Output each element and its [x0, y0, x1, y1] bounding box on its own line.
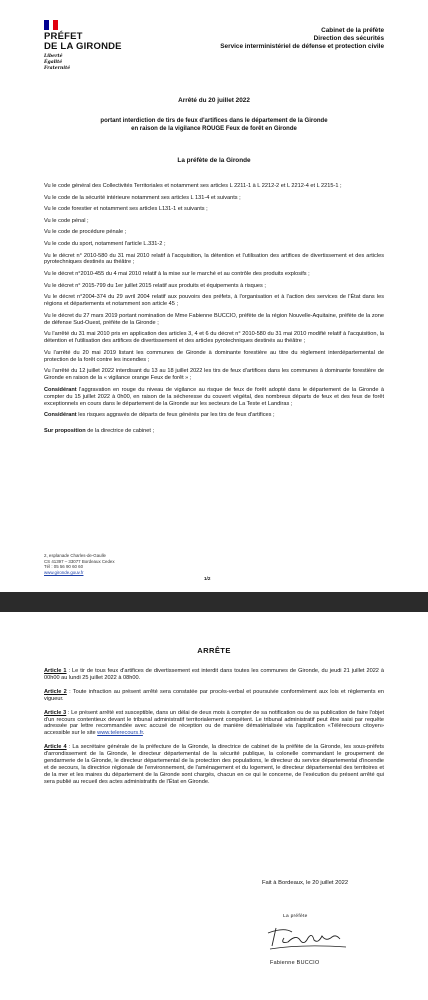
visa-paragraph: Vu le décret n°2004-374 du 29 avril 2004 relatif aux pouvoirs des préfets, à l'organisation et à l'action des services de l'État dans les régions et départements et notamment son article 45 ; — [44, 294, 384, 308]
issuing-office — [220, 27, 384, 51]
preamble — [44, 183, 384, 440]
footer-website-link[interactable]: www.gironde.gouv.fr — [44, 569, 84, 575]
motto-egalite: Égalité — [44, 60, 63, 65]
republic-motto — [44, 54, 70, 72]
arrete-date: Arrêté du 20 juillet 2022 — [178, 97, 250, 104]
visa-paragraph: Vu le code général des Collectivités Territoriales et notamment ses articles L 2211-1 à L 2212-2 et L 2212-4 et L 2215-1 ; — [44, 183, 342, 189]
prefecture-logo-title — [44, 32, 122, 52]
article-paragraph — [44, 668, 384, 682]
office-line-2: Direction des sécurités — [313, 35, 384, 42]
logo-title-line1: PRÉFET — [44, 31, 83, 42]
page-number: 1/2 — [204, 576, 211, 581]
visa-paragraph: Vu le code pénal ; — [44, 217, 89, 224]
article-label: Article 1 — [44, 668, 67, 674]
considerant-lead: Considérant — [44, 386, 77, 393]
subject-line-1: portant interdiction de tirs de feux d'artifices dans le département de la Gironde — [100, 118, 328, 124]
signatory-role: La préfète — [283, 914, 308, 919]
visa-paragraph: Vu le code de la sécurité intérieure notamment ses articles L 131-4 et suivants ; — [44, 194, 241, 201]
article-paragraph — [44, 744, 384, 785]
visa-paragraph: Vu le décret n° 2010-580 du 31 mai 2010 relatif à l'acquisition, la détention et l'utilisation des artifices de divertissement et des articles pyrotechniques destinés au théâtre ; — [44, 252, 384, 266]
arrete-subject — [40, 118, 388, 133]
footer-address-2: CS 41397 – 33077 Bordeaux Cedex — [44, 558, 115, 564]
proposition-paragraph — [44, 428, 384, 435]
article-label: Article 2 — [44, 688, 67, 695]
article-label: Article 4 — [44, 744, 67, 751]
document-page-2 — [0, 612, 428, 1000]
signatory-name: Fabienne BUCCIO — [270, 960, 320, 966]
article-text: : Le tir de tous feux d'artifices de divertissement est interdit dans toutes les communes de Gironde, du jeudi 21 juillet 2022 à 00h00 au lundi 25 juillet 2022 à 08h00. — [44, 668, 385, 681]
visa-paragraph: Vu le code de procédure pénale ; — [44, 229, 127, 236]
considerant-paragraph — [44, 412, 384, 419]
article-paragraph — [44, 710, 384, 738]
arrete-heading: ARRÊTE — [197, 646, 231, 655]
page-footer — [44, 553, 115, 575]
article-text-end: . — [142, 730, 145, 737]
footer-address-1: 2, esplanade Charles-de-Gaulle — [44, 553, 106, 558]
article-text: : La secrétaire générale de la préfecture de la Gironde, la directrice de cabinet de la préfète de la Gironde, les sous-préfets d'arrondissement de la Gironde, le directeur départemental de la sécurité publique, la colonelle commandant le groupement de gendarmerie de la Gironde, le directeur départemental de la protection des populations, le directeur du service départemental d'incendie et de secours, la directrice régionale de l'environnement, de l'aménagement et du logement, le directeur départemental des territoires et de la mer et les maires du département de la Gironde sont chargés, chacun en ce qui le concerne, de l'exécution du présent arrêté qui sera publié au recueil des actes administratifs de l'État en Gironde. — [44, 744, 384, 785]
office-line-1: Cabinet de la préfète — [321, 27, 384, 34]
motto-fraternite: Fraternité — [44, 66, 71, 71]
visa-paragraph: Vu le code du sport, notamment l'article L.331-2 ; — [44, 240, 166, 247]
considerant-lead: Considérant — [44, 412, 77, 419]
visa-paragraph: Vu le décret n° 2015-799 du 1er juillet 2015 relatif aux produits et équipements à risques ; — [44, 282, 266, 289]
article-label: Article 3 — [44, 709, 67, 716]
visa-paragraph: Vu le décret du 27 mars 2019 portant nomination de Mme Fabienne BUCCIO, préfète de la région Nouvelle-Aquitaine, préfète de la zone de défense Sud-Ouest, préfète de la Gironde ; — [44, 312, 384, 326]
considerant-paragraph — [44, 387, 384, 408]
proposition-lead: Sur proposition — [44, 428, 86, 435]
motto-liberte: Liberté — [44, 54, 63, 59]
article-paragraph — [44, 689, 384, 703]
office-line-3: Service interministériel de défense et protection civile — [220, 43, 384, 50]
subject-line-2: en raison de la vigilance ROUGE Feux de forêt en Gironde — [131, 125, 297, 132]
authority-heading: La préfète de la Gironde — [177, 157, 251, 164]
considerant-text: l'aggravation en rouge du niveau de vigilance au risque de feux de forêt adopté dans le département de la Gironde à compter du 15 juillet 2022 à 0h00, en raison de la sécheresse du couvert végétal, des nombreux départs de feux et des feux de forêt exceptionnels en cours dans le département de la Gironde sur les secteurs de La Teste et Landiras ; — [44, 386, 384, 407]
logo-title-line2: DE LA GIRONDE — [44, 41, 122, 52]
article-text: : Le présent arrêté est susceptible, dans un délai de deux mois à compter de sa notification ou de sa publication de faire l'objet d'un recours contentieux devant le tribunal administratif territorialement compétent. Le tribunal administratif peut être saisi par requête adressée par lettre recommandée avec accusé de réception ou de manière dématérialisée via l'application «Télérecours citoyen» accessible sur le site — [44, 709, 384, 737]
footer-phone: Tél : 05 56 90 60 60 — [44, 564, 84, 570]
visa-paragraph: Vu l'arrêté du 31 mai 2010 pris en application des articles 3, 4 et 6 du décret n° 2010-580 du 31 mai 2010 modifié relatif à l'acquisition, la détention et l'utilisation des artifices de divertissement et des articles pyrotechniques destinés au théâtre ; — [44, 331, 384, 345]
marianne-flag-logo — [44, 20, 58, 30]
handwritten-signature — [262, 924, 352, 954]
place-and-date: Fait à Bordeaux, le 20 juillet 2022 — [262, 880, 349, 886]
proposition-text: de la directrice de cabinet ; — [85, 428, 155, 435]
articles — [44, 668, 384, 793]
visa-paragraph: Vu l'arrêté du 20 mai 2019 listant les communes de Gironde à dominante forestière au titre du règlement interdépartemental de protection de la forêt contre les incendies ; — [44, 349, 384, 363]
article-text: : Toute infraction au présent arrêté sera constatée par procès-verbal et poursuivie conformément aux lois et règlements en vigueur. — [44, 688, 385, 702]
considerant-text: les risques aggravés de départs de feux générés par les tirs de feux d'artifices ; — [76, 412, 275, 419]
visa-paragraph: Vu le décret n°2010-455 du 4 mai 2010 relatif à la mise sur le marché et au contrôle des produits explosifs ; — [44, 271, 310, 278]
telerecours-link[interactable]: www.telerecours.fr — [97, 730, 143, 737]
visa-paragraph: Vu le code forestier et notamment ses articles L131-1 et suivants ; — [44, 206, 208, 213]
visa-paragraph: Vu l'arrêté du 12 juillet 2022 interdisant du 13 au 18 juillet 2022 les tirs de feux d'artifices dans les communes à dominante forestière de Gironde en raison de la « vigilance orange Feux de forêt » ; — [44, 368, 384, 382]
